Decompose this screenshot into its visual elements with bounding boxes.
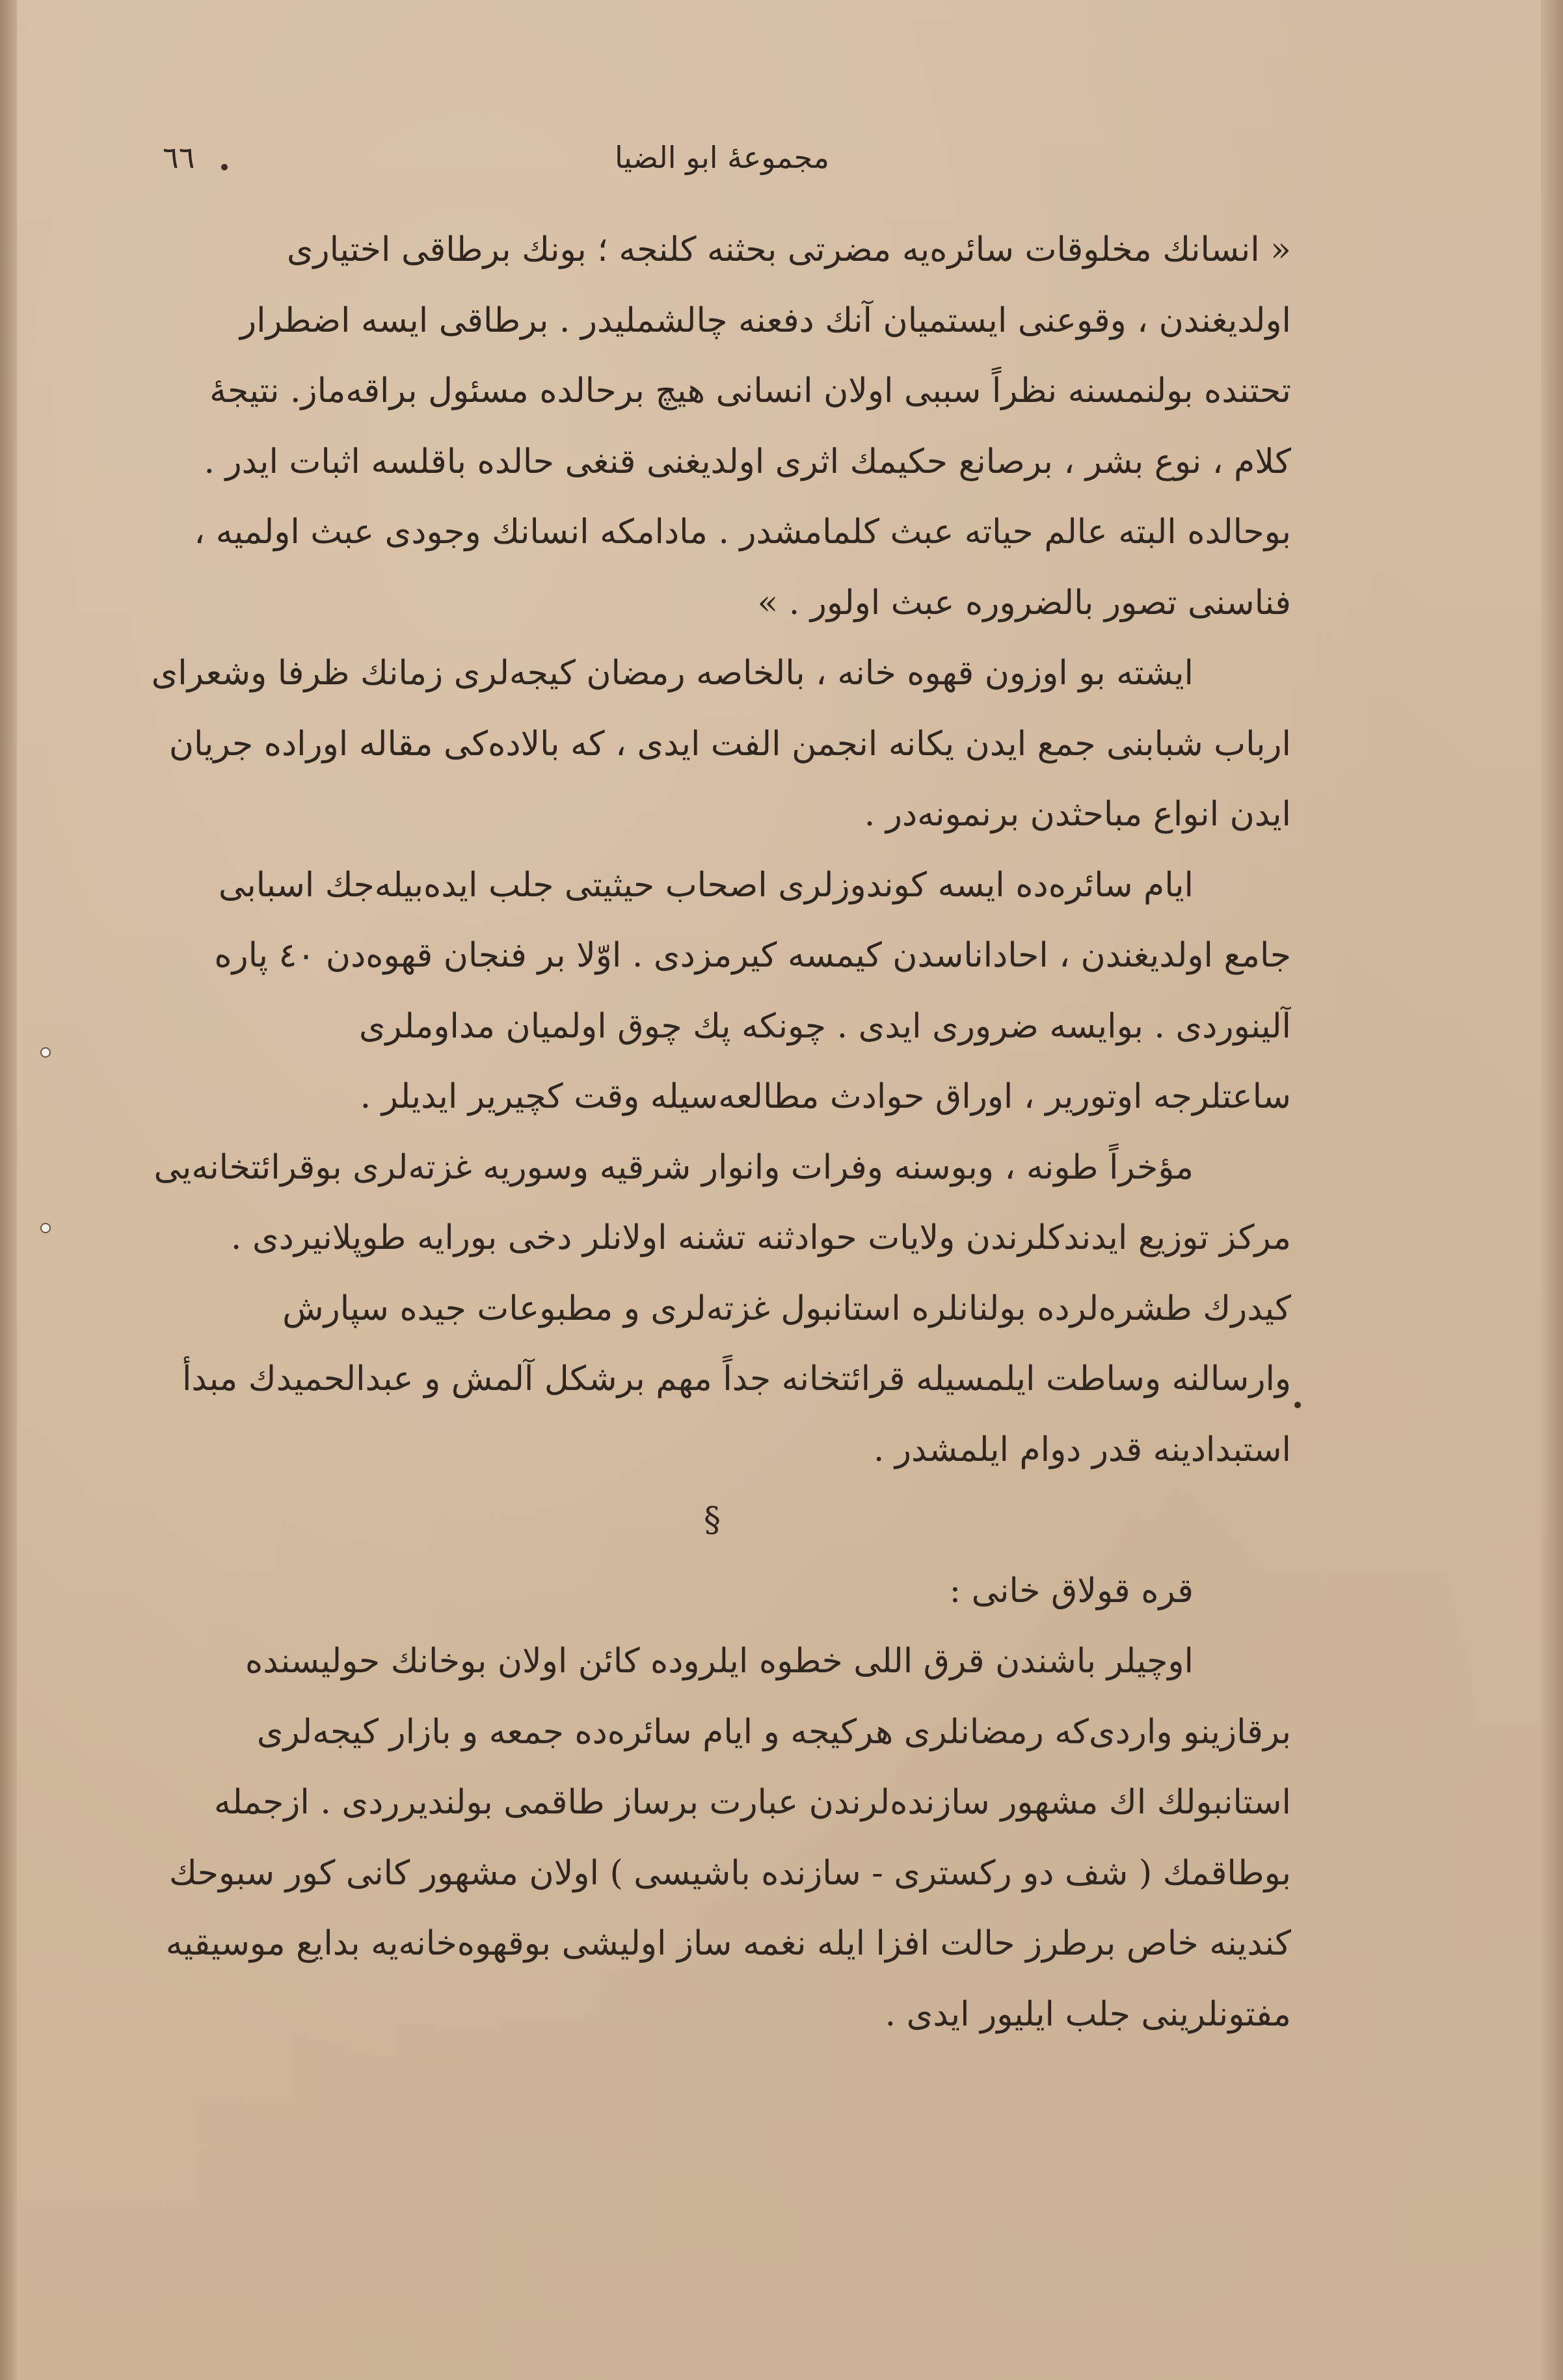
text-line: کندینه خاص برطرز حالت افزا ایله نغمه ساز اولیشی بوقهوه‌خانه‌یه بدایع موسیقیه [165,1924,1291,1963]
text-line: استانبولك اك مشهور سازنده‌لرندن عبارت برساز طاقمی بولندیرردی . ازجمله [213,1783,1291,1822]
page-edge-left [0,0,17,2380]
text-line: تحتنده بولنمسنه نظراً سببی اولان انسانی هیچ برحالده مسئول براقه‌ماز. نتیجهٔ [209,371,1291,410]
ink-speck [1294,1402,1301,1408]
page-edge-right [1541,0,1563,2380]
text-line: بوحالده البته عالم حیاته عبث کلمامشدر . مادامکه انسانك وجودی عبث اولمیه ، [194,513,1291,552]
text-line: کلام ، نوع بشر ، برصانع حکیمك اثری اولدیغنی قنغی حالده باقلسه اثبات ایدر . [204,442,1291,481]
page-header [163,140,1281,185]
text-line: قره قولاق خانی : [949,1571,1194,1611]
body-text [133,215,1291,2050]
text-line: اولدیغندن ، وقوعنی ایستمیان آنك دفعنه چالشملیدر . برطاقی ایسه اضطرار [239,301,1291,340]
binding-hole [40,1223,51,1233]
section-mark: § [704,1501,721,1540]
text-line: فناسنی تصور بالضروره عبث اولور . » [757,583,1291,622]
text-line: مرکز توزیع ایدندکلرندن ولایات حوادثنه تشنه اولانلر دخی بورایه طوپلانیردی . [230,1218,1291,1257]
text-line: استبدادینه قدر دوام ایلمشدر . [873,1430,1291,1469]
text-line: ایدن انواع مباحثدن برنمونه‌در . [864,795,1291,834]
text-line: ایام سائره‌ده ایسه کوندوزلری اصحاب حیثیتی جلب ایده‌بیله‌جك اسبابی [218,865,1194,905]
text-line: کیدرك طشره‌لرده بولنانلره استانبول غزته‌لری و مطبوعات جیده سپارش [282,1289,1291,1328]
text-line: « انسانك مخلوقات سائره‌یه مضرتی بحثنه کلنجه ؛ بونك برطاقی اختیاری [286,230,1291,269]
text-line: جامع اولدیغندن ، احاداناسدن کیمسه کیرمزدی . اوّلا بر فنجان قهوه‌دن ٤٠ پاره [214,936,1291,975]
running-title: مجموعهٔ ابو الضیا [615,140,829,175]
text-line: ساعتلرجه اوتوریر ، اوراق حوادث مطالعه‌سیله وقت کچیریر ایدیلر . [360,1077,1291,1116]
text-line: ارباب شبابنی جمع ایدن یکانه انجمن الفت ایدی ، که بالاده‌کی مقاله اوراده جریان [168,724,1291,764]
text-line: مفتونلرینی جلب ایلیور ایدی . [885,1994,1291,2034]
page-number: ٦٦ [163,140,195,175]
binding-hole [40,1047,51,1058]
text-line: اوچیلر باشندن قرق اللی خطوه ایلروده کائن اولان بوخانك حولیسنده [245,1642,1194,1681]
text-line: مؤخراً طونه ، وبوسنه وفرات وانوار شرقیه وسوریه غزته‌لری بوقرائتخانه‌یی [154,1147,1194,1187]
text-line: وارسالنه وساطت ایلمسیله قرائتخانه جداً مهم برشکل آلمش و عبدالحمیدك مبدأ [181,1359,1291,1398]
text-line: بوطاقمك ( شف دو رکستری - سازنده باشیسی ) اولان مشهور کانی کور سبوحك [168,1853,1291,1893]
text-line: برقازینو واردی‌که رمضانلری هرکیجه و ایام سائره‌ده جمعه و بازار کیجه‌لری [256,1712,1291,1752]
text-line: آلینوردی . بوایسه ضروری ایدی . چونکه پك چوق اولمیان مداوملری [358,1006,1291,1046]
text-line: ایشته بو اوزون قهوه خانه ، بالخاصه رمضان کیجه‌لری زمانك ظرفا وشعرای [151,654,1194,693]
